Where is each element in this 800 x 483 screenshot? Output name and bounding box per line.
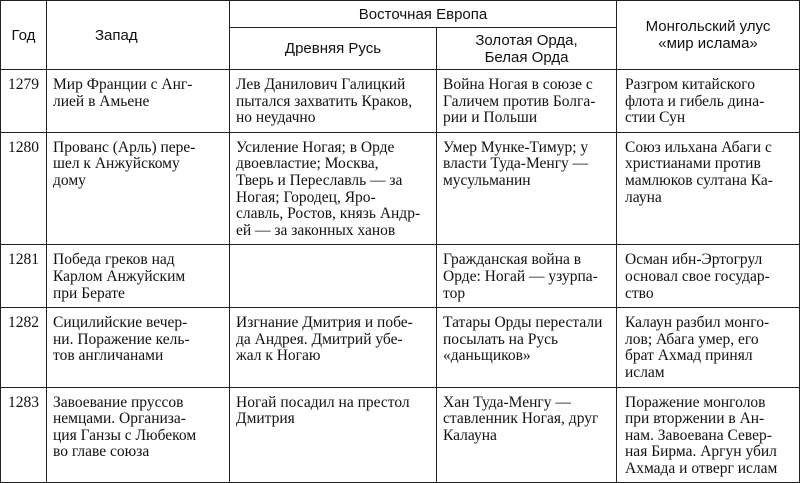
year-cell: 1280 bbox=[1, 132, 47, 245]
header-ancient-rus: Древняя Русь bbox=[230, 28, 437, 70]
header-row-top bbox=[1, 1, 800, 28]
horde-cell: Гражданская война в Орде: Ногай — узурпа- тор bbox=[437, 245, 617, 308]
table-row bbox=[1, 132, 800, 245]
west-cell: Победа греков над Карлом Анжуйским при Берате bbox=[47, 245, 230, 308]
rus-cell: Лев Данилович Галицкий пытался захватить Краков, но неудачно bbox=[230, 70, 437, 133]
header-mongol-ulus: Монгольский улус «мир ислама» bbox=[617, 1, 800, 70]
mongol-cell: Поражение монголов при вторжении в Ан- нам. Завоевана Север- ная Бирма. Аргун убил Ахмада и отверг ислам bbox=[617, 387, 800, 483]
west-cell: Сицилийские вечер- ни. Поражение кель- тов англичанами bbox=[47, 308, 230, 387]
rus-cell: Усиление Ногая; в Орде двоевластие; Москва, Тверь и Переславль — за Ногая; Городец, Яро- славль, Ростов, князь Андр- ей — за законных ханов bbox=[230, 132, 437, 245]
table-row bbox=[1, 387, 800, 483]
header-east-europe: Восточная Европа bbox=[230, 1, 617, 28]
table-row bbox=[1, 70, 800, 133]
west-cell: Прованс (Арль) пере- шел к Анжуйскому дому bbox=[47, 132, 230, 245]
header-golden-horde: Золотая Орда, Белая Орда bbox=[437, 28, 617, 70]
west-cell: Завоевание пруссов немцами. Организа- ция Ганзы с Любеком во главе союза bbox=[47, 387, 230, 483]
horde-cell: Хан Туда-Менгу — ставленник Ногая, друг Калауна bbox=[437, 387, 617, 483]
table-row bbox=[1, 245, 800, 308]
horde-cell: Война Ногая в союзе с Галичем против Болга- рии и Польши bbox=[437, 70, 617, 133]
year-cell: 1279 bbox=[1, 70, 47, 133]
year-cell: 1281 bbox=[1, 245, 47, 308]
west-cell: Мир Франции с Анг- лией в Амьене bbox=[47, 70, 230, 133]
mongol-cell: Разгром китайского флота и гибель дина- стии Сун bbox=[617, 70, 800, 133]
horde-cell: Умер Мунке-Тимур; у власти Туда-Менгу — мусульманин bbox=[437, 132, 617, 245]
header-year: Год bbox=[1, 1, 47, 70]
rus-cell bbox=[230, 245, 437, 308]
year-cell: 1283 bbox=[1, 387, 47, 483]
rus-cell: Ногай посадил на престол Дмитрия bbox=[230, 387, 437, 483]
horde-cell: Татары Орды перестали посылать на Русь «даньщиков» bbox=[437, 308, 617, 387]
mongol-cell: Союз ильхана Абаги с христианами против мамлюков султана Ка- лауна bbox=[617, 132, 800, 245]
mongol-cell: Калаун разбил монго- лов; Абага умер, его брат Ахмад принял ислам bbox=[617, 308, 800, 387]
table-row bbox=[1, 308, 800, 387]
header-west: Запад bbox=[47, 1, 230, 70]
rus-cell: Изгнание Дмитрия и побе- да Андрея. Дмитрий убе- жал к Ногаю bbox=[230, 308, 437, 387]
mongol-cell: Осман ибн-Эртогрул основал свое государ- ство bbox=[617, 245, 800, 308]
year-cell: 1282 bbox=[1, 308, 47, 387]
